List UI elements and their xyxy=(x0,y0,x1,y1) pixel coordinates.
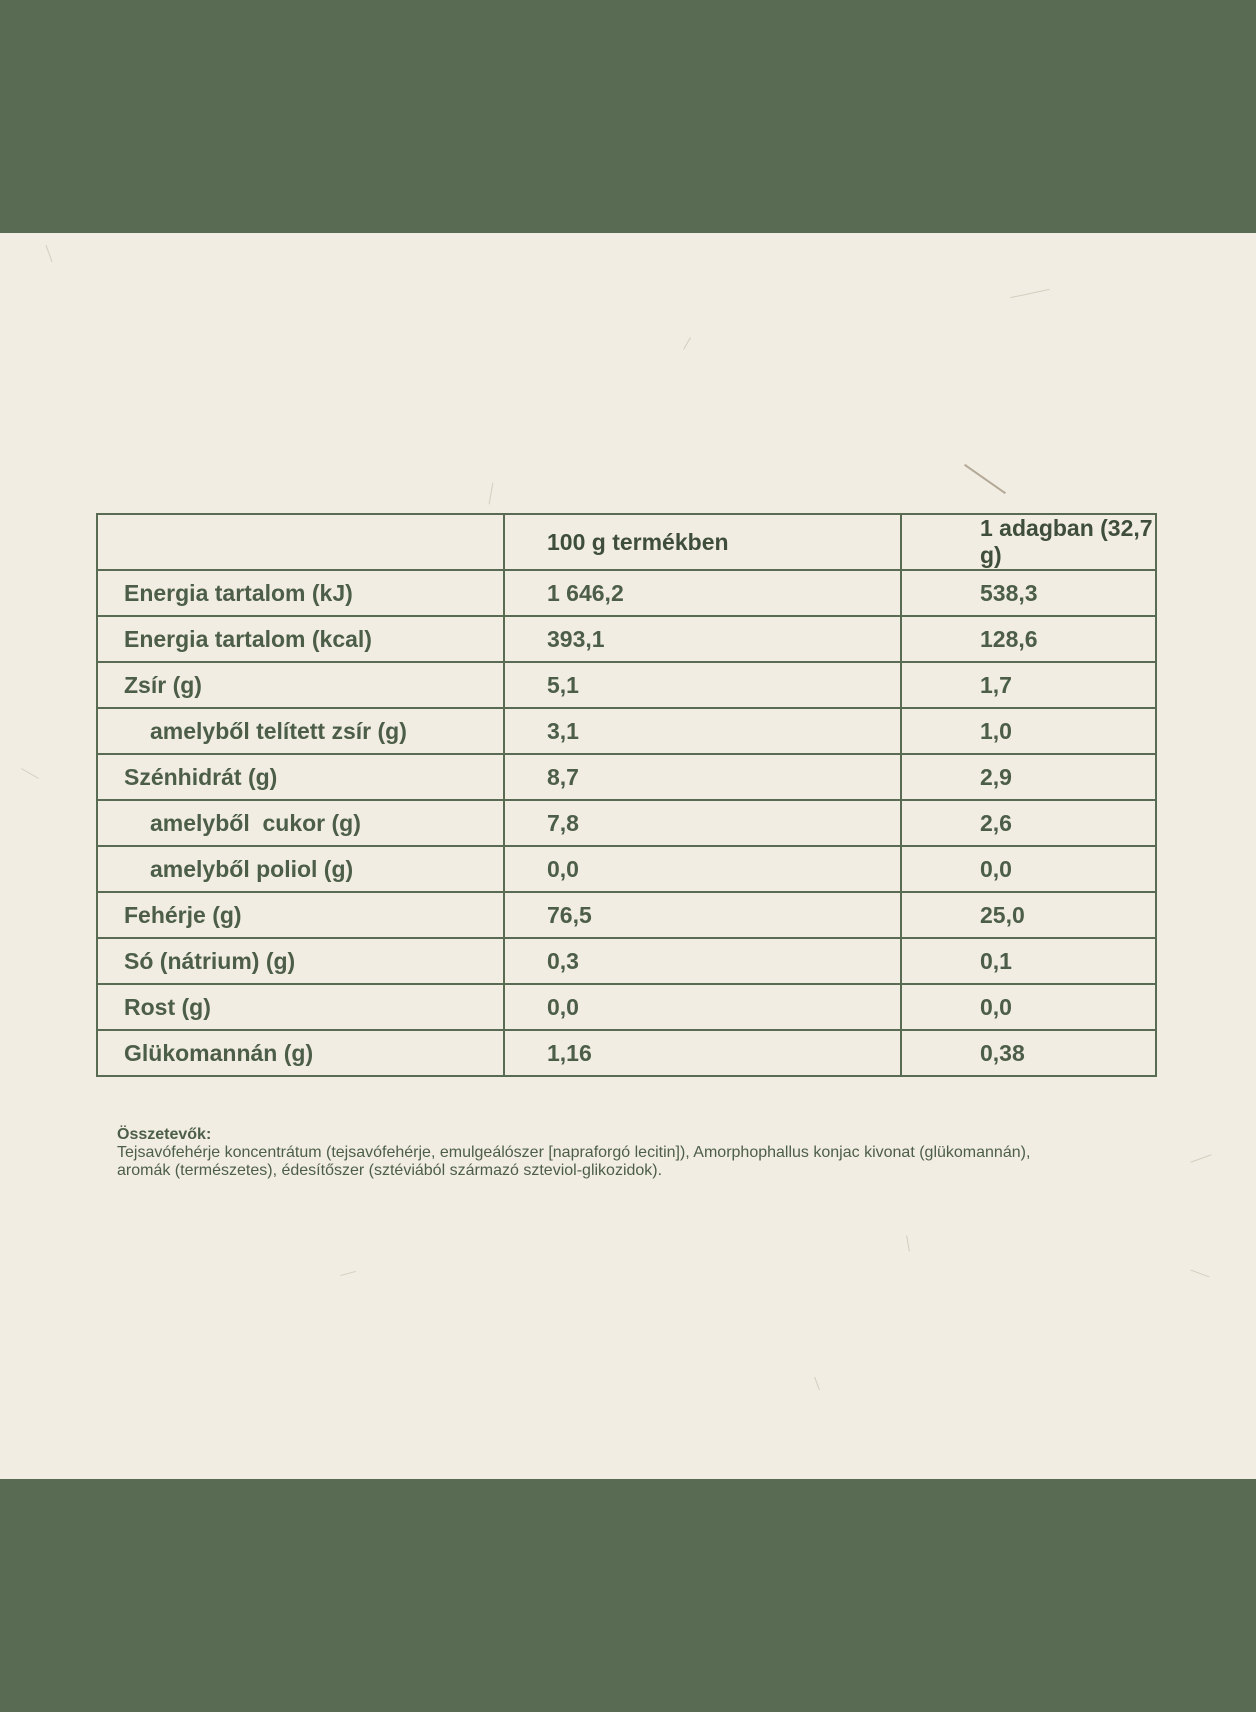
table-row xyxy=(97,1030,1156,1076)
table-row xyxy=(97,984,1156,1030)
table-row xyxy=(97,846,1156,892)
row-per-portion: 0,0 xyxy=(901,984,1156,1030)
row-label: Fehérje (g) xyxy=(97,892,504,938)
header-empty-cell xyxy=(97,514,504,570)
nutrition-table xyxy=(96,513,1157,1077)
row-per-portion: 25,0 xyxy=(901,892,1156,938)
row-per-portion: 538,3 xyxy=(901,570,1156,616)
row-per-100g: 0,3 xyxy=(504,938,901,984)
row-per-100g: 393,1 xyxy=(504,616,901,662)
row-per-100g: 1,16 xyxy=(504,1030,901,1076)
row-label: Szénhidrát (g) xyxy=(97,754,504,800)
table-row xyxy=(97,616,1156,662)
ingredients-text: Tejsavófehérje koncentrátum (tejsavófehérje, emulgeálószer [napraforgó lecitin]), Amorphophallus konjac kivonat (glükomannán), aromák (természetes), édesítőszer (sztéviából származó szteviol-glikozidok). xyxy=(117,1144,1031,1179)
row-per-portion: 1,0 xyxy=(901,708,1156,754)
row-per-100g: 5,1 xyxy=(504,662,901,708)
top-green-band xyxy=(0,0,1256,233)
row-label: Energia tartalom (kcal) xyxy=(97,616,504,662)
row-per-portion: 128,6 xyxy=(901,616,1156,662)
row-per-portion: 0,0 xyxy=(901,846,1156,892)
row-per-100g: 3,1 xyxy=(504,708,901,754)
row-label-sub: amelyből cukor (g) xyxy=(97,800,504,846)
table-row xyxy=(97,800,1156,846)
row-per-100g: 8,7 xyxy=(504,754,901,800)
row-label-sub: amelyből telített zsír (g) xyxy=(97,708,504,754)
row-per-portion: 2,9 xyxy=(901,754,1156,800)
row-per-portion: 1,7 xyxy=(901,662,1156,708)
paper-panel xyxy=(0,233,1256,1479)
ingredients-title: Összetevők: xyxy=(117,1126,212,1143)
row-label: Energia tartalom (kJ) xyxy=(97,570,504,616)
row-per-portion: 0,38 xyxy=(901,1030,1156,1076)
header-per-portion: 1 adagban (32,7 g) xyxy=(901,514,1156,570)
ingredients-block xyxy=(117,1126,1077,1180)
row-per-portion: 0,1 xyxy=(901,938,1156,984)
table-row xyxy=(97,570,1156,616)
row-per-100g: 1 646,2 xyxy=(504,570,901,616)
table-row xyxy=(97,892,1156,938)
header-per-100g: 100 g termékben xyxy=(504,514,901,570)
row-per-100g: 76,5 xyxy=(504,892,901,938)
bottom-green-band xyxy=(0,1479,1256,1712)
table-row xyxy=(97,754,1156,800)
row-label-sub: amelyből poliol (g) xyxy=(97,846,504,892)
row-label: Glükomannán (g) xyxy=(97,1030,504,1076)
row-label: Zsír (g) xyxy=(97,662,504,708)
row-per-portion: 2,6 xyxy=(901,800,1156,846)
table-row xyxy=(97,938,1156,984)
row-per-100g: 0,0 xyxy=(504,984,901,1030)
table-row xyxy=(97,708,1156,754)
row-label: Só (nátrium) (g) xyxy=(97,938,504,984)
row-per-100g: 7,8 xyxy=(504,800,901,846)
table-header-row xyxy=(97,514,1156,570)
table-row xyxy=(97,662,1156,708)
row-per-100g: 0,0 xyxy=(504,846,901,892)
row-label: Rost (g) xyxy=(97,984,504,1030)
